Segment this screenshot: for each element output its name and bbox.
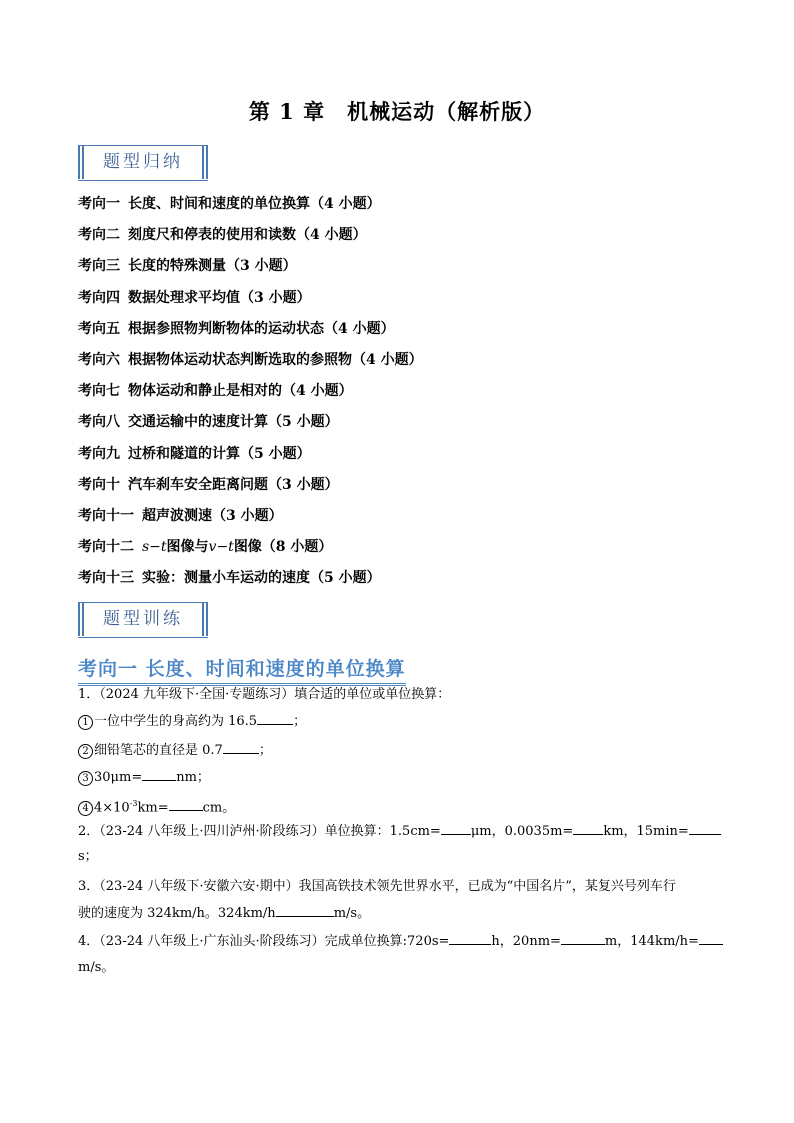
toc-item: 考向五 根据参照物判断物体的运动状态（4 小题） (78, 320, 395, 337)
answer-blank[interactable] (223, 739, 259, 754)
section-label-summary: 题型归纳 (103, 152, 183, 172)
section-label-box-training (78, 602, 208, 636)
answer-blank[interactable] (169, 796, 203, 811)
answer-blank[interactable] (276, 902, 334, 917)
question-2-cont: s； (78, 849, 98, 864)
topic-list (78, 192, 423, 597)
question-1-item-3: 3 30μm= nm； (78, 766, 210, 788)
toc-item: 考向三 长度的特殊测量（3 小题） (78, 258, 297, 275)
section-label-box-summary (78, 145, 208, 179)
toc-item: 考向十一 超声波测速（3 小题） (78, 507, 283, 524)
toc-item: 考向七 物体运动和静止是相对的（4 小题） (78, 383, 353, 400)
answer-blank[interactable] (699, 930, 723, 945)
question-4: 4．（23-24 八年级上·广东汕头·阶段练习）完成单位换算:720s= h，20nm= m，144km/h= (78, 930, 723, 952)
answer-blank[interactable] (573, 820, 603, 835)
answer-blank[interactable] (257, 710, 293, 725)
question-2: 2．（23-24 八年级上·四川泸州·阶段练习）单位换算：1.5cm= μm，0.0035m= km，15min= (78, 820, 721, 842)
section-label-training: 题型训练 (103, 609, 183, 629)
answer-blank[interactable] (561, 930, 605, 945)
answer-blank[interactable] (689, 820, 721, 835)
toc-item: 考向十三 实验：测量小车运动的速度（5 小题） (78, 570, 381, 587)
toc-item: 考向八 交通运输中的速度计算（5 小题） (78, 414, 339, 431)
toc-item: 考向十二 s−t图像与v−t图像（8 小题） (78, 539, 333, 556)
question-4-cont: m/s。 (78, 960, 115, 975)
answer-blank[interactable] (142, 766, 176, 781)
answer-blank[interactable] (449, 930, 491, 945)
question-3-line-1: 3．（23-24 八年级下·安徽六安·期中）我国高铁技术领先世界水平，已成为“中国名片”，某复兴号列车行 (78, 879, 676, 894)
page-title: 第 1 章 机械运动（解析版） (248, 99, 546, 124)
toc-item: 考向四 数据处理求平均值（3 小题） (78, 289, 311, 306)
toc-item: 考向二 刻度尺和停表的使用和读数（4 小题） (78, 227, 367, 244)
toc-item: 考向十 汽车刹车安全距离问题（3 小题） (78, 476, 339, 493)
question-1-item-2: 2 细铅笔芯的直径是 0.7 ； (78, 739, 272, 761)
topic-heading: 考向一 长度、时间和速度的单位换算 (78, 654, 406, 686)
question-1-stem: 1．（2024 九年级下·全国·专题练习）填合适的单位或单位换算： (78, 687, 451, 702)
question-3-line-2: 驶的速度为 324km/h。324km/h m/s。 (78, 902, 370, 924)
toc-item: 考向九 过桥和隧道的计算（5 小题） (78, 445, 311, 462)
question-1-item-1: 1 一位中学生的身高约为 16.5 ； (78, 710, 306, 732)
answer-blank[interactable] (441, 820, 471, 835)
toc-item: 考向六 根据物体运动状态判断选取的参照物（4 小题） (78, 351, 423, 368)
toc-item: 考向一 长度、时间和速度的单位换算（4 小题） (78, 196, 381, 212)
question-1-item-4: 4 $4\times 10^{-3}km=$ cm。 (78, 793, 235, 818)
